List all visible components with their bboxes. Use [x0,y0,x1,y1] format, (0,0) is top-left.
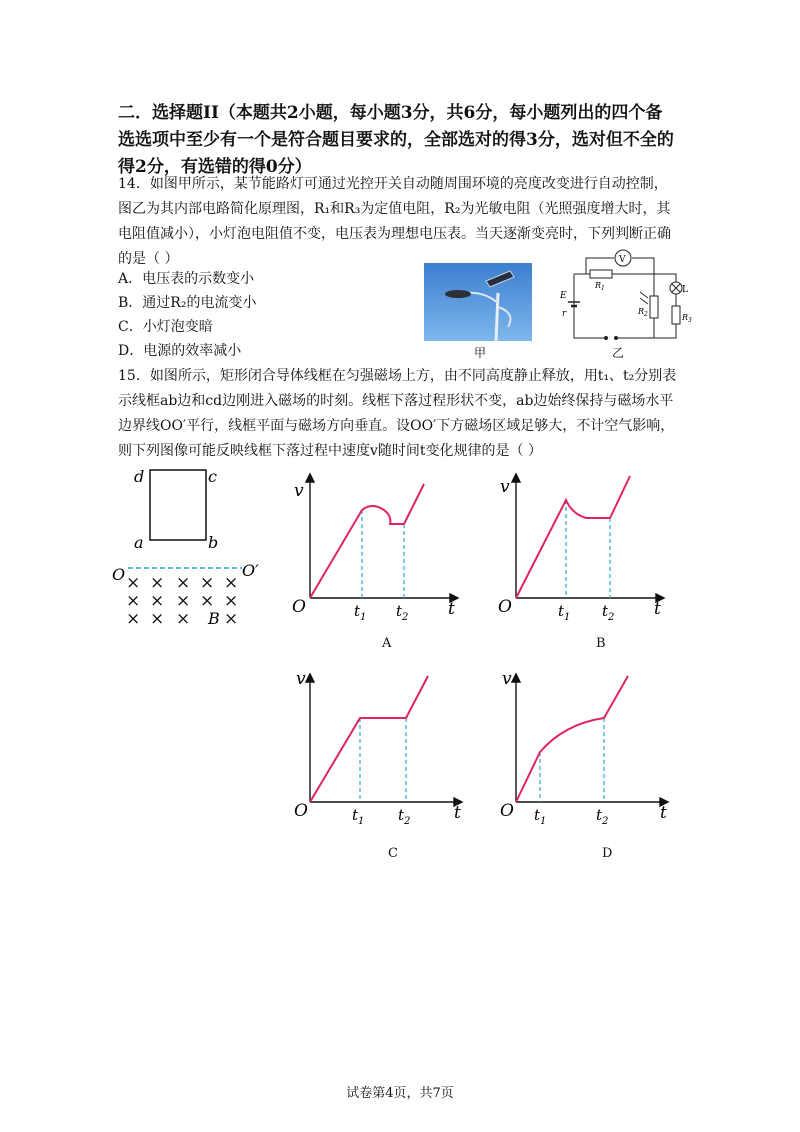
internal-r-label: r [562,309,567,319]
svg-text:×: × [126,609,141,629]
street-lamp-photo [424,263,532,341]
graph-a[interactable] [288,470,468,623]
svg-text:×: × [200,573,215,593]
svg-text:t: t [654,599,661,619]
svg-text:v: v [296,669,306,689]
q14-option-d[interactable]: D．电源的效率减小 [118,343,242,359]
svg-text:v: v [502,669,512,689]
svg-text:t1: $t_1$ [352,806,365,827]
q14-stem: 14．如图甲所示，某节能路灯可通过光控开关自动随周围环境的亮度改变进行自动控制，图乙为其内部电路简化原理图，R₁和R₃为定值电阻，R₂为光敏电阻（光照强度增大时，其电阻值减小），小灯泡电阻值不变，电压表为理想电压表。当天逐渐变亮时，下列判断正确的是（ ） [118,176,671,267]
fig-jia-caption: 甲 [474,346,487,360]
svg-text:×: × [176,573,191,593]
q14-option-c[interactable]: C．小灯泡变暗 [118,319,213,335]
voltmeter-label: V [619,255,626,265]
q14-option-b[interactable]: B．通过R₂的电流变小 [118,295,257,311]
graph-a-curve [310,484,424,598]
corner-a: a [134,533,144,552]
graph-c-curve [310,676,428,802]
circuit-diagram [556,246,692,346]
svg-text:×: × [200,591,215,611]
svg-text:v: v [500,477,510,497]
coil-field-diagram [100,460,280,630]
svg-text:v: v [294,481,304,501]
graph-d[interactable] [494,668,674,828]
fig-yi-caption: 乙 [612,346,625,360]
boundary-o-prime: O′ [242,561,259,580]
section-title: 二．选择题II（本题共2小题，每小题3分，共6分，每小题列出的四个备选选项中至少有一个是符合题目要求的，全部选对的得3分，选对但不全的得2分，有选错的得0分） [118,103,674,177]
boundary-o: O [112,565,126,584]
svg-text:O: O [498,597,512,617]
svg-text:t2: $t_2$ [602,602,615,623]
svg-text:t2: $t_2$ [596,806,609,827]
svg-text:×: × [224,573,239,593]
corner-d: d [134,467,145,486]
graph-c[interactable] [288,668,468,828]
emf-label: E [560,291,567,301]
graph-b[interactable] [494,470,674,623]
graph-a-label[interactable]: A [382,636,392,651]
r1-label: $R_1$ [595,281,605,292]
graph-b-label[interactable]: B [596,636,606,651]
coil-frame [150,470,206,540]
q14-option-a[interactable]: A．电压表的示数变小 [118,271,255,287]
svg-text:t: t [448,599,455,619]
lamp-label: L [682,285,688,295]
svg-text:O: O [500,801,514,821]
svg-text:O: O [294,801,308,821]
field-b-label: B [208,609,220,628]
corner-b: b [208,533,219,552]
field-crosses [126,573,238,629]
svg-text:O: O [292,597,306,617]
corner-c: c [208,467,217,486]
graph-b-curve [516,476,630,598]
svg-text:t: t [660,803,667,823]
svg-text:×: × [150,591,165,611]
svg-text:t: t [454,803,461,823]
graph-d-curve [516,676,628,802]
svg-text:t1: $t_1$ [534,806,547,827]
svg-text:t2: $t_2$ [398,806,411,827]
q15-stem: 15．如图所示，矩形闭合导体线框在匀强磁场上方，由不同高度静止释放，用t₁、t₂分别表示线框ab边和cd边刚进入磁场的时刻。线框下落过程形状不变，ab边始终保持与磁场水平边界线OO′平行，线框平面与磁场方向垂直。设OO′下方磁场区域足够大，不计空气影响，则下列图像可能反映线框下落过程中速度v随时间t变化规律的是（ ） [118,368,677,459]
svg-text:×: × [176,591,191,611]
svg-text:×: × [224,609,239,629]
svg-text:×: × [150,573,165,593]
svg-text:×: × [126,573,141,593]
svg-text:×: × [126,591,141,611]
svg-text:t1: $t_1$ [558,602,571,623]
graph-c-label[interactable]: C [388,846,398,861]
page-footer: 试卷第4页，共7页 [346,1086,454,1101]
svg-text:×: × [176,609,191,629]
r3-label: $R_3$ [682,313,692,324]
svg-text:t1: $t_1$ [354,602,367,623]
svg-text:×: × [150,609,165,629]
r2-label: $R_2$ [638,307,648,318]
graph-d-label[interactable]: D [602,846,613,861]
svg-text:×: × [224,591,239,611]
svg-text:t2: $t_2$ [396,602,409,623]
